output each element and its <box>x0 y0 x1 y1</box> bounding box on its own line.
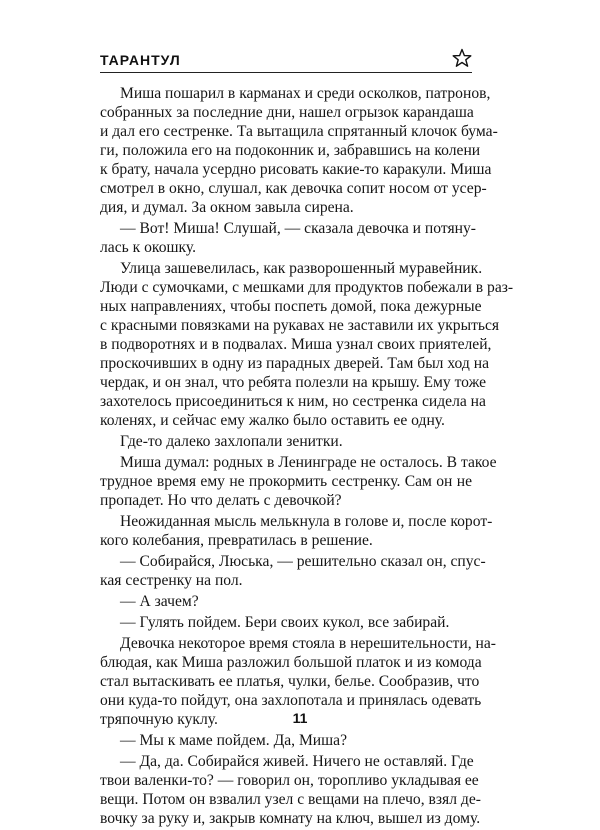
text-line: — Мы к маме пойдем. Да, Миша? <box>120 732 348 749</box>
text-line: тряпочную куклу. <box>100 711 218 728</box>
paragraph <box>100 731 472 750</box>
paragraph <box>100 259 514 430</box>
paragraph <box>100 84 498 217</box>
text-line: собранных за последние дни, нашел огрызок карандаша <box>100 104 474 121</box>
text-line: Люди с сумочками, с мешками для продуктов побежали в раз- <box>100 279 514 296</box>
text-line: — Гулять пойдем. Бери своих кукол, все забирай. <box>120 614 450 631</box>
text-line: Где-то далеко захлопали зенитки. <box>120 433 343 450</box>
text-line: Миша думал: родных в Ленинграде не осталось. В такое <box>120 454 497 471</box>
text-line: коленях, и сейчас ему жалко было оставить ее одну. <box>100 412 445 429</box>
text-line: кая сестренку на пол. <box>100 572 243 589</box>
text-line: и дал его сестренке. Та вытащила спрятанный клочок бума- <box>100 123 498 140</box>
text-line: стал вытаскивать ее платья, чулки, белье. Сообразив, что <box>100 673 480 690</box>
paragraph <box>100 219 476 257</box>
paragraph <box>100 592 472 611</box>
text-line: пропадет. Но что делать с девочкой? <box>100 492 342 509</box>
text-line: лась к окошку. <box>100 239 196 256</box>
paragraph <box>100 432 472 451</box>
text-line: — Собирайся, Люська, — решительно сказал он, спус- <box>120 553 486 570</box>
page-number: 11 <box>292 710 308 726</box>
text-line: блюдая, как Миша разложил большой платок и из комода <box>100 654 482 671</box>
text-line: захотелось присоединиться к ним, но сестренка сидела на <box>100 393 486 410</box>
text-line: — Вот! Миша! Слушай, — сказала девочка и потяну- <box>120 220 476 237</box>
text-line: трудное время ему не прокормить сестренку. Сам он не <box>100 473 472 490</box>
text-line: ных направлениях, чтобы поспеть домой, пока дежурные <box>100 298 482 315</box>
paragraph <box>100 453 497 510</box>
text-line: ги, положила его на подоконник и, забравшись на колени <box>100 142 481 159</box>
text-line: вещи. Потом он взвалил узел с вещами на плечо, взял де- <box>100 791 481 808</box>
running-header <box>100 50 472 74</box>
text-line: к брату, начала усердно рисовать какие-то каракули. Миша <box>100 161 492 178</box>
paragraph <box>100 512 493 550</box>
running-title: ТАРАНТУЛ <box>100 52 181 68</box>
text-line: вочку за руку и, закрыв комнату на ключ, вышел из дому. <box>100 810 481 827</box>
text-line: кого колебания, превратилась в решение. <box>100 532 373 549</box>
text-line: смотрел в окно, слушал, как девочка сопит носом от усер- <box>100 180 487 197</box>
paragraph <box>100 613 472 632</box>
header-divider <box>100 72 472 73</box>
text-line: чердак, и он знал, что ребята полезли на крышу. Ему тоже <box>100 374 487 391</box>
text-line: — А зачем? <box>120 593 199 610</box>
text-line: Неожиданная мысль мелькнула в голове и, после корот- <box>120 513 493 530</box>
star-outline-icon <box>452 48 472 68</box>
text-line: с красными повязками на рукавах не заставили их укрыться <box>100 317 500 334</box>
text-line: проскочивших в одну из парадных дверей. Там был ход на <box>100 355 489 372</box>
text-line: Девочка некоторое время стояла в нерешительности, на- <box>120 635 496 652</box>
text-line: Улица зашевелилась, как разворошенный муравейник. <box>120 260 483 277</box>
text-line: Миша пошарил в карманах и среди осколков, патронов, <box>120 85 491 102</box>
paragraph <box>100 552 486 590</box>
text-line: дия, и думал. За окном завыла сирена. <box>100 199 354 216</box>
text-line: — Да, да. Собирайся живей. Ничего не оставляй. Где <box>120 753 474 770</box>
paragraph <box>100 752 481 828</box>
text-line: в подворотнях и в подвалах. Миша узнал своих приятелей, <box>100 336 492 353</box>
text-line: они куда-то пойдут, она захлопотала и принялась одевать <box>100 692 482 709</box>
text-line: твои валенки-то? — говорил он, торопливо укладывая ее <box>100 772 479 789</box>
